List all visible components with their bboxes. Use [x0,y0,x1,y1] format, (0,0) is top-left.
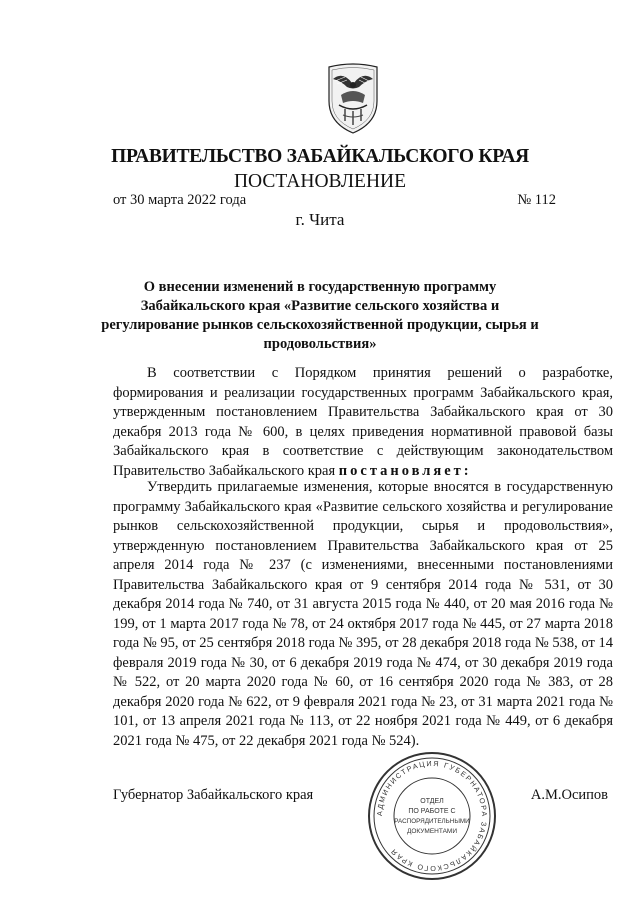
coat-of-arms-icon [325,57,381,135]
stamp-line-2: ПО РАБОТЕ С [408,808,456,815]
stamp-line-4: ДОКУМЕНТАМИ [406,828,458,835]
decree-word: постановляет: [338,462,472,479]
document-number: № 112 [517,192,556,208]
stamp-outer-ring [369,753,495,879]
svg-text:АДМИНИСТРАЦИЯ ГУБЕРНАТОРА ЗАБА [375,759,489,873]
stamp-line-1: ОТДЕЛ [420,798,444,805]
official-stamp [366,750,498,882]
signatory-position: Губернатор Забайкальского края [113,787,314,803]
paragraph-preamble [113,364,613,481]
preamble-text: В соответствии с Порядком принятия решений о разработке, формирования и реализации государственных программ Забайкальского края, утвержденным постановлением Правительства Забайкальского края от 30 декабря 2013 года № 600, в целях приведения нормативной правовой базы Забайкальского края в соответствие с действующим законодательством Правительство Забайкальского края [113,365,613,479]
paragraph-approval: Утвердить прилагаемые изменения, которые вносятся в государственную программу Забайкальского края «Развитие сельского хозяйства и регулирование рынков сельскохозяйственной продукции, сырья и продовольствия», утвержденную постановлением Правительства Забайкальского края от 25 апреля 2014 года № 237 (с изменениями, внесенными постановлениями Правительства Забайкальского края от 9 сентября 2014 года № 531, от 30 декабря 2014 года № 740, от 31 августа 2015 года № 440, от 20 мая 2016 года № 199, от 1 марта 2017 года № 78, от 24 октября 2017 года № 445, от 27 марта 2018 года № 95, от 25 сентября 2018 года № 395, от 28 декабря 2018 года № 538, от 14 февраля 2019 года № 30, от 6 декабря 2019 года № 474, от 30 декабря 2019 года № 522, от 20 марта 2020 года № 60, от 16 сентября 2020 года № 383, от 28 декабря 2020 года № 622, от 9 февраля 2021 года № 23, от 31 марта 2021 года № 101, от 13 апреля 2021 года № 113, от 22 ноября 2021 года № 449, от 6 декабря 2021 года № 475, от 22 декабря 2021 года № 524). [113,479,613,749]
document-date: от 30 марта 2022 года [113,192,247,208]
stamp-center-ring [394,778,470,854]
document-title: О внесении изменений в государственную программу Забайкальского края «Развитие сельского хозяйства и регулирование рынков сельскохозяйственной продукции, сырья и продовольствия» [101,279,539,352]
stamp-line-3: РАСПОРЯДИТЕЛЬНЫМИ [394,818,470,825]
signatory-name: А.М.Осипов [530,787,608,803]
document-city: г. Чита [295,210,345,229]
stamp-ring-text: АДМИНИСТРАЦИЯ ГУБЕРНАТОРА ЗАБАЙКАЛЬСКОГО КРАЯ [374,758,490,874]
organization-title: ПРАВИТЕЛЬСТВО ЗАБАЙКАЛЬСКОГО КРАЯ [111,146,529,167]
document-type: ПОСТАНОВЛЕНИЕ [233,171,407,192]
stamp-inner-ring [374,758,490,874]
